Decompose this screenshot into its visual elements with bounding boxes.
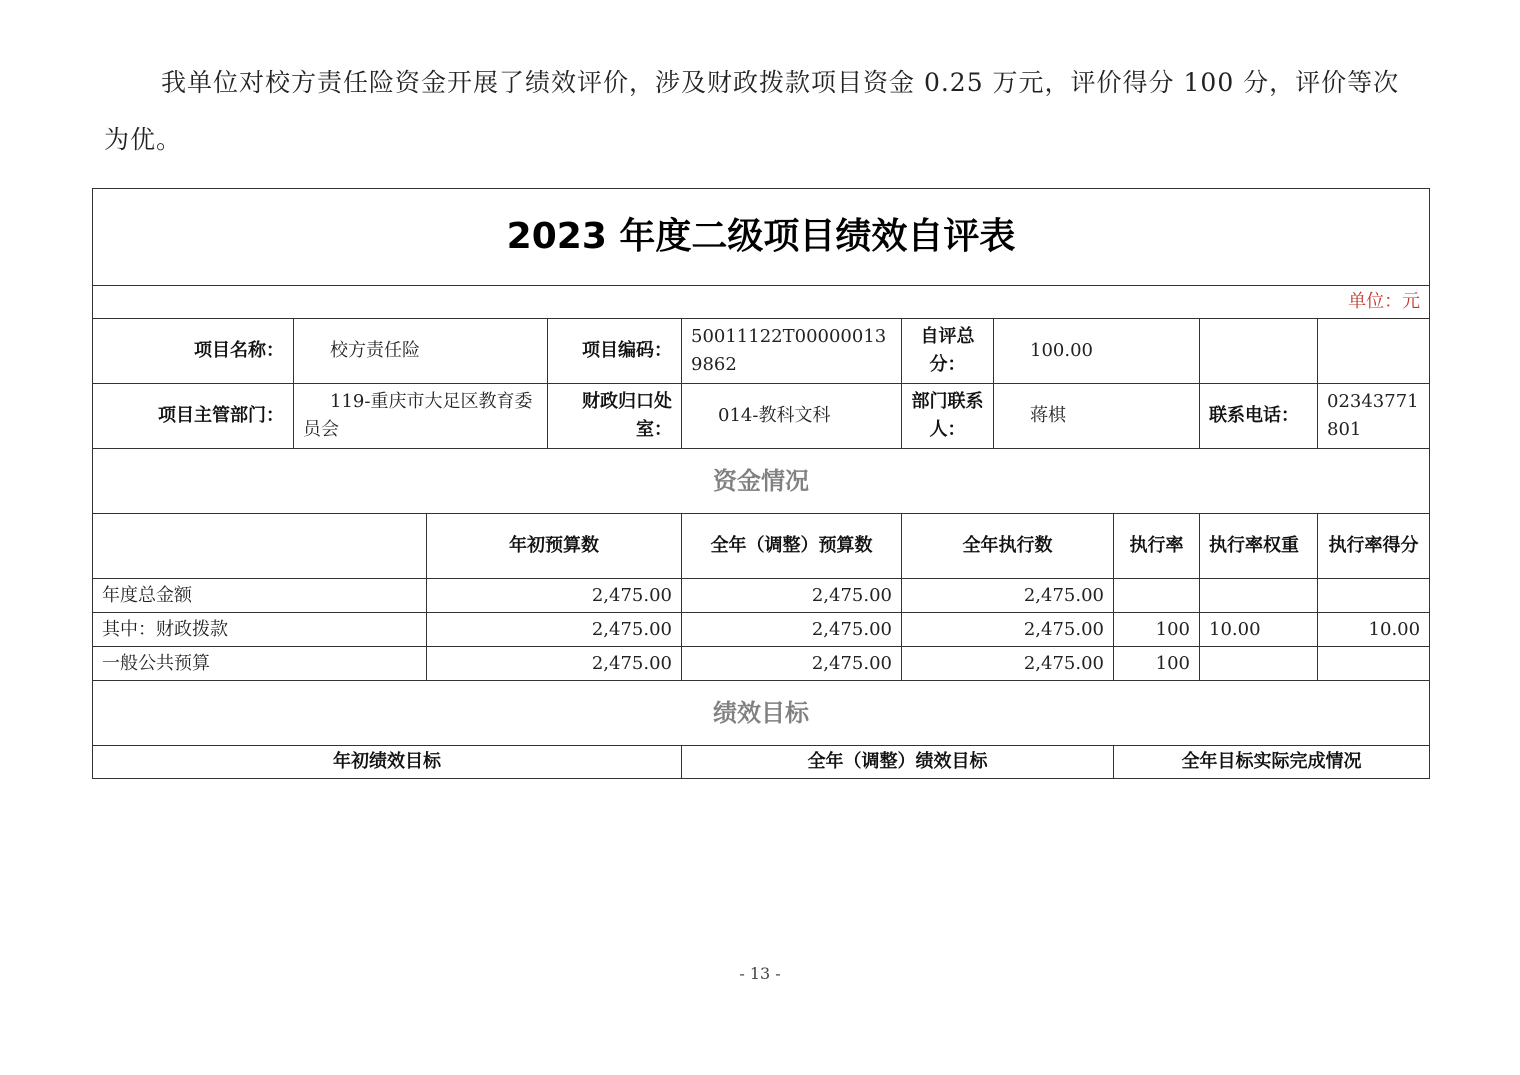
empty-cell [1200,319,1318,384]
table-title: 2023 年度二级项目绩效自评表 [93,189,1430,286]
funds-header-blank [93,514,427,579]
executed-cell: 2,475.00 [902,579,1114,613]
initial-budget-cell: 2,475.00 [427,613,682,647]
rate-weight-cell [1200,579,1318,613]
finance-office-value: 014-教科文科 [682,384,902,449]
funds-header-adjusted-budget: 全年（调整）预算数 [682,514,902,579]
initial-budget-cell: 2,475.00 [427,579,682,613]
project-name-value: 校方责任险 [294,319,548,384]
funds-header-initial-budget: 年初预算数 [427,514,682,579]
adjusted-budget-cell: 2,475.00 [682,647,902,681]
row-label: 一般公共预算 [93,647,427,681]
initial-budget-cell: 2,475.00 [427,647,682,681]
intro-text: 我单位对校方责任险资金开展了绩效评价，涉及财政拨款项目资金 0.25 万元，评价得分 100 分，评价等次为优。 [104,68,1400,154]
funds-header-rate: 执行率 [1114,514,1200,579]
self-score-value: 100.00 [994,319,1200,384]
intro-paragraph [104,54,1414,168]
goals-section-title: 绩效目标 [93,681,1430,746]
table-row [93,613,1430,647]
contact-label: 部门联系人： [902,384,994,449]
rate-score-cell [1318,647,1430,681]
table-row [93,579,1430,613]
table-row [93,647,1430,681]
dept-value: 119-重庆市大足区教育委员会 [294,384,548,449]
row-label: 其中：财政拨款 [93,613,427,647]
project-code-label: 项目编码： [548,319,682,384]
phone-value: 02343771801 [1318,384,1430,449]
self-score-label: 自评总分： [902,319,994,384]
empty-cell [1318,319,1430,384]
funds-section-title: 资金情况 [93,449,1430,514]
adjusted-budget-cell: 2,475.00 [682,613,902,647]
unit-label: 单位：元 [93,286,1430,319]
funds-header-executed: 全年执行数 [902,514,1114,579]
rate-weight-cell [1200,647,1318,681]
goals-header-initial: 年初绩效目标 [93,746,682,779]
dept-label: 项目主管部门： [93,384,294,449]
row-label: 年度总金额 [93,579,427,613]
rate-cell: 100 [1114,647,1200,681]
project-name-label: 项目名称： [93,319,294,384]
funds-header-rate-weight: 执行率权重 [1200,514,1318,579]
contact-value: 蒋棋 [994,384,1200,449]
goals-header-adjusted: 全年（调整）绩效目标 [682,746,1114,779]
rate-score-cell [1318,579,1430,613]
rate-cell: 100 [1114,613,1200,647]
adjusted-budget-cell: 2,475.00 [682,579,902,613]
funds-header-rate-score: 执行率得分 [1318,514,1430,579]
page-number: - 13 - [739,964,781,983]
executed-cell: 2,475.00 [902,613,1114,647]
phone-label: 联系电话： [1200,384,1318,449]
rate-score-cell: 10.00 [1318,613,1430,647]
rate-cell [1114,579,1200,613]
performance-table [92,188,1430,779]
rate-weight-cell: 10.00 [1200,613,1318,647]
goals-header-actual: 全年目标实际完成情况 [1114,746,1430,779]
project-code-value: 50011122T000000139862 [682,319,902,384]
finance-office-label: 财政归口处室： [548,384,682,449]
executed-cell: 2,475.00 [902,647,1114,681]
